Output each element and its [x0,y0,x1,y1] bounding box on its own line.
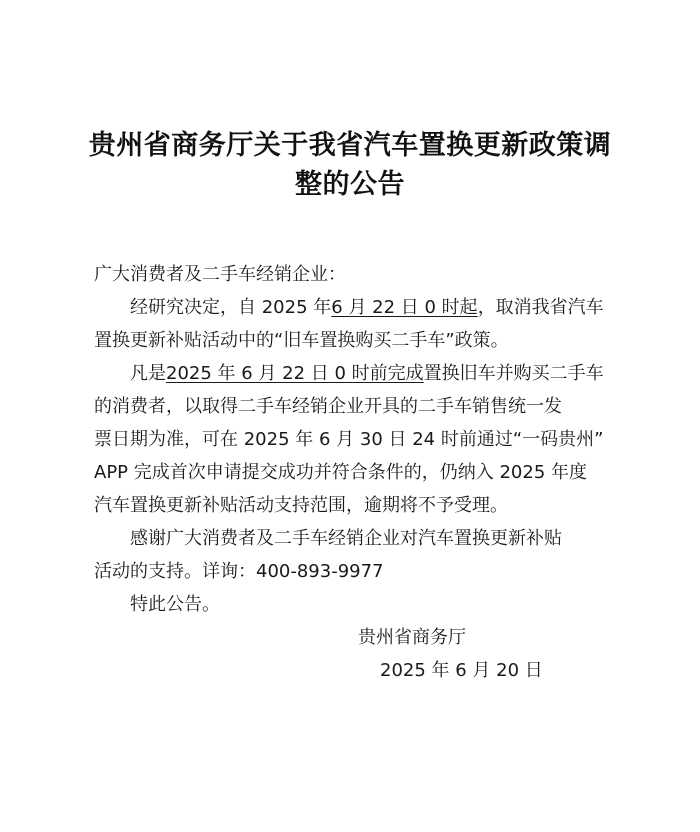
p2-underlined-date: 2025 年 6 月 22 日 0 时前完成 [166,363,424,384]
p1-underlined-date: 6 月 22 日 0 时起 [331,297,478,318]
paragraph-2-line-1 [130,362,650,386]
document-title [80,126,620,204]
p2-text-a: 凡是 [130,363,166,384]
paragraph-1-line-1 [130,296,650,320]
paragraph-3-line-2: 活动的支持。详询：400-893-9977 [94,561,384,582]
paragraph-1-line-2: 置换更新补贴活动中的“旧车置换购买二手车”政策。 [94,330,509,351]
p1-text-b: ，取消我省汽车 [477,297,604,318]
p2-text-b: 置换旧车并购买二手车 [423,363,604,384]
salutation: 广大消费者及二手车经销企业： [94,264,346,285]
p1-text-a: 经研究决定，自 2025 年 [130,297,332,318]
issuer-name: 贵州省商务厅 [358,627,466,648]
paragraph-2-line-5: 汽车置换更新补贴活动支持范围，逾期将不予受理。 [94,495,508,516]
paragraph-2-line-3: 票日期为准，可在 2025 年 6 月 30 日 24 时前通过“一码贵州” [94,429,604,450]
title-line-1: 贵州省商务厅关于我省汽车置换更新政策调 [88,130,612,161]
issue-date: 2025 年 6 月 20 日 [380,660,543,681]
title-line-2: 整的公告 [295,169,405,200]
paragraph-2-line-4: APP 完成首次申请提交成功并符合条件的，仍纳入 2025 年度 [94,462,587,483]
paragraph-2-line-2: 的消费者，以取得二手车经销企业开具的二手车销售统一发 [94,396,562,417]
closing-line: 特此公告。 [130,594,220,615]
paragraph-3-line-1: 感谢广大消费者及二手车经销企业对汽车置换更新补贴 [130,528,562,549]
